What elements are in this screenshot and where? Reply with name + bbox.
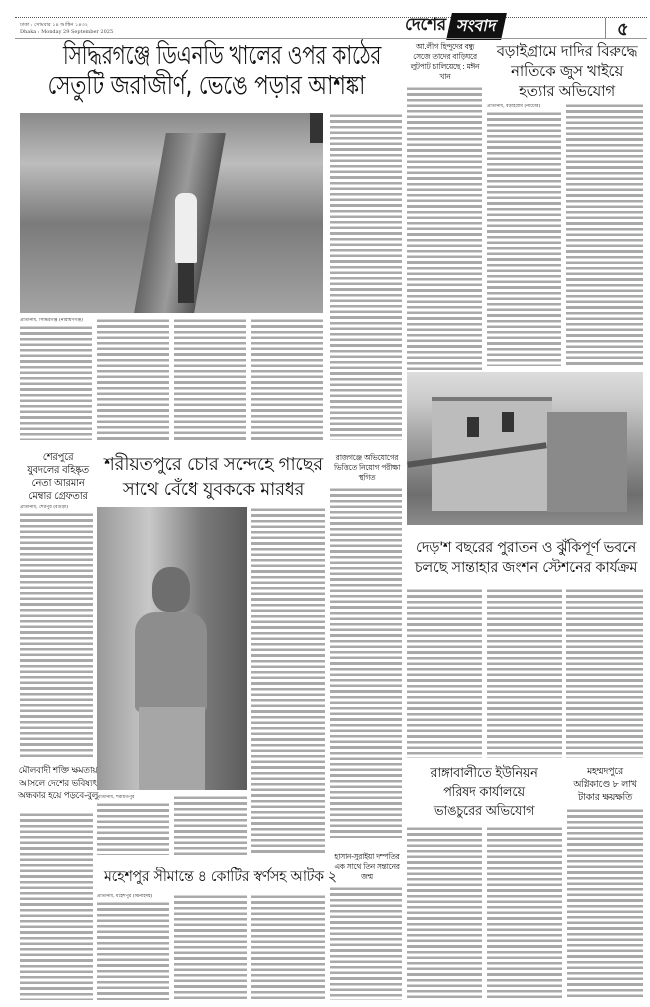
- headline-triplets: হাসান-সুরাইয়া দম্পতির এক সাথে তিন সন্তানের জন্ম: [334, 852, 400, 881]
- article-text: [20, 512, 93, 760]
- article-text: [251, 507, 325, 855]
- headline-line: সাথে বেঁধে যুবককে মারধর: [122, 479, 305, 500]
- article-text: [251, 894, 325, 1000]
- tied-man-photo: [97, 507, 247, 790]
- header-rule: [15, 38, 647, 39]
- date-bengali: ঢাকা : সোমবার ১৪ আশ্বিন ১৪৩২: [20, 22, 88, 28]
- headline-shariatpur: [97, 452, 330, 502]
- headline-siddhirganj: [15, 41, 382, 101]
- headline-line: নেতা আরমান: [31, 478, 85, 489]
- signboard: [310, 113, 323, 143]
- article-text: [251, 318, 323, 440]
- man-figure: [175, 193, 197, 263]
- article-text: [487, 826, 562, 1000]
- headline-line: মৌলবাদী শক্তি ক্ষমতায়: [18, 766, 98, 776]
- building-wing: [547, 412, 627, 512]
- bridge-photo: [20, 113, 323, 313]
- headline-rajganj: রাজগঞ্জে অভিযোগের ভিত্তিতে নিয়োগ পরীক্ষা স্থগিত: [333, 453, 401, 482]
- headline-mohammadpur: [566, 765, 644, 804]
- section-masthead: [405, 15, 504, 37]
- headline-line: মেম্বার গ্রেফতার: [28, 491, 88, 502]
- article-text: [330, 487, 402, 838]
- article-text: [174, 795, 247, 855]
- man-trousers: [178, 263, 194, 303]
- article-text: [566, 588, 643, 758]
- headline-line: আসলে দেশের ভবিষ্যৎ: [19, 778, 97, 789]
- masthead-word-1: দেশের: [405, 15, 446, 35]
- article-text: [407, 588, 482, 758]
- article-text: [567, 808, 643, 1000]
- man-head: [152, 567, 190, 612]
- article-text: [20, 325, 92, 440]
- headline-line: বড়াইগ্রামে দাদির বিরুদ্ধে: [496, 42, 638, 60]
- headline-line: শরীয়তপুরে চোর সন্দেহে গাছের: [104, 454, 323, 475]
- headline-moin-khan: আ.লীগ হিন্দুদের বন্ধু সেজে তাদের বাড়িঘরে লুটপাট চালিয়েছে : মঈন খান: [410, 42, 480, 81]
- article-text: [566, 103, 643, 365]
- railway-station-photo: [407, 372, 643, 525]
- lungi: [139, 707, 205, 790]
- dateline: প্রতিনিধি, সিদ্ধিরগঞ্জ (নারায়ণগঞ্জ): [20, 318, 83, 323]
- headline-line: দেড়'শ বছরের পুরাতন ও ঝুঁকিপূর্ণ ভবনে: [415, 540, 637, 556]
- masthead-word-2: সংবাদ: [446, 13, 507, 40]
- dateline: প্রতিনিধি, শেরপুর (বগুড়া): [20, 505, 69, 510]
- headline-santahar: [405, 538, 647, 578]
- dateline: প্রতিনিধি, মহেশপুর (ঝিনাইদহ): [97, 894, 153, 899]
- headline-line: রাঙ্গাবালীতে ইউনিয়ন: [430, 766, 538, 781]
- headline-line: ভাঙচুরের অভিযোগ: [433, 804, 535, 819]
- article-text: [174, 894, 247, 1000]
- article-text: [20, 812, 93, 1000]
- headline-baraigram: [487, 41, 647, 101]
- man-torso: [135, 612, 207, 712]
- page-number: ৫: [617, 19, 629, 40]
- top-rule: [15, 17, 647, 18]
- headline-line: মহম্মদপুরে: [586, 766, 623, 777]
- headline-line: মহেশপুর সীমান্তে ৪ কোটির স্বর্ণসহ আটক ২: [104, 867, 337, 885]
- headline-line: যুবদলের বহিষ্কৃত: [27, 465, 89, 476]
- dateline: প্রতিনিধি, বড়াইগ্রাম (নাটোর): [487, 104, 541, 109]
- headline-line: চলছে সান্তাহার জংশন স্টেশনের কার্যক্রম: [414, 560, 638, 576]
- article-text: [97, 901, 169, 1000]
- headline-line: শেরপুরে: [42, 452, 74, 463]
- headline-line: সেতুটি জরাজীর্ণ, ভেঙে পড়ার আশঙ্কা: [47, 71, 366, 101]
- window: [502, 412, 514, 432]
- article-text: [330, 886, 402, 1000]
- divider: [605, 18, 606, 38]
- article-text: [97, 802, 169, 855]
- article-text: [407, 826, 482, 1000]
- headline-maheshpur: [97, 864, 337, 888]
- headline-line: সিদ্ধিরগঞ্জে ডিএনডি খালের ওপর কাঠের: [63, 41, 382, 71]
- headline-moulobadi: [18, 765, 98, 803]
- headline-rangabali: [405, 764, 563, 821]
- article-text: [487, 588, 562, 758]
- article-text: [407, 86, 482, 370]
- date-english: Dhaka : Monday 29 September 2025: [20, 29, 114, 35]
- article-text: [487, 111, 561, 366]
- dateline: প্রতিনিধি, শরীয়তপুর: [97, 795, 135, 800]
- article-text: [174, 318, 246, 440]
- issue-date: [20, 22, 113, 36]
- headline-line: টাকার ক্ষয়ক্ষতি: [577, 792, 632, 803]
- headline-line: অন্ধকার হয়ে পড়বে-বুলু: [18, 791, 99, 801]
- headline-sherpur: [18, 451, 98, 503]
- headline-line: নাতিকে জুস খাইয়ে: [510, 62, 624, 80]
- window: [467, 417, 479, 437]
- headline-line: হত্যার অভিযোগ: [519, 82, 615, 100]
- article-text: [97, 318, 169, 440]
- article-text: [330, 113, 402, 440]
- headline-line: পরিষদ কার্যালয়ে: [443, 785, 525, 800]
- headline-line: অগ্নিকাণ্ডে ৮ লাখ: [573, 779, 637, 790]
